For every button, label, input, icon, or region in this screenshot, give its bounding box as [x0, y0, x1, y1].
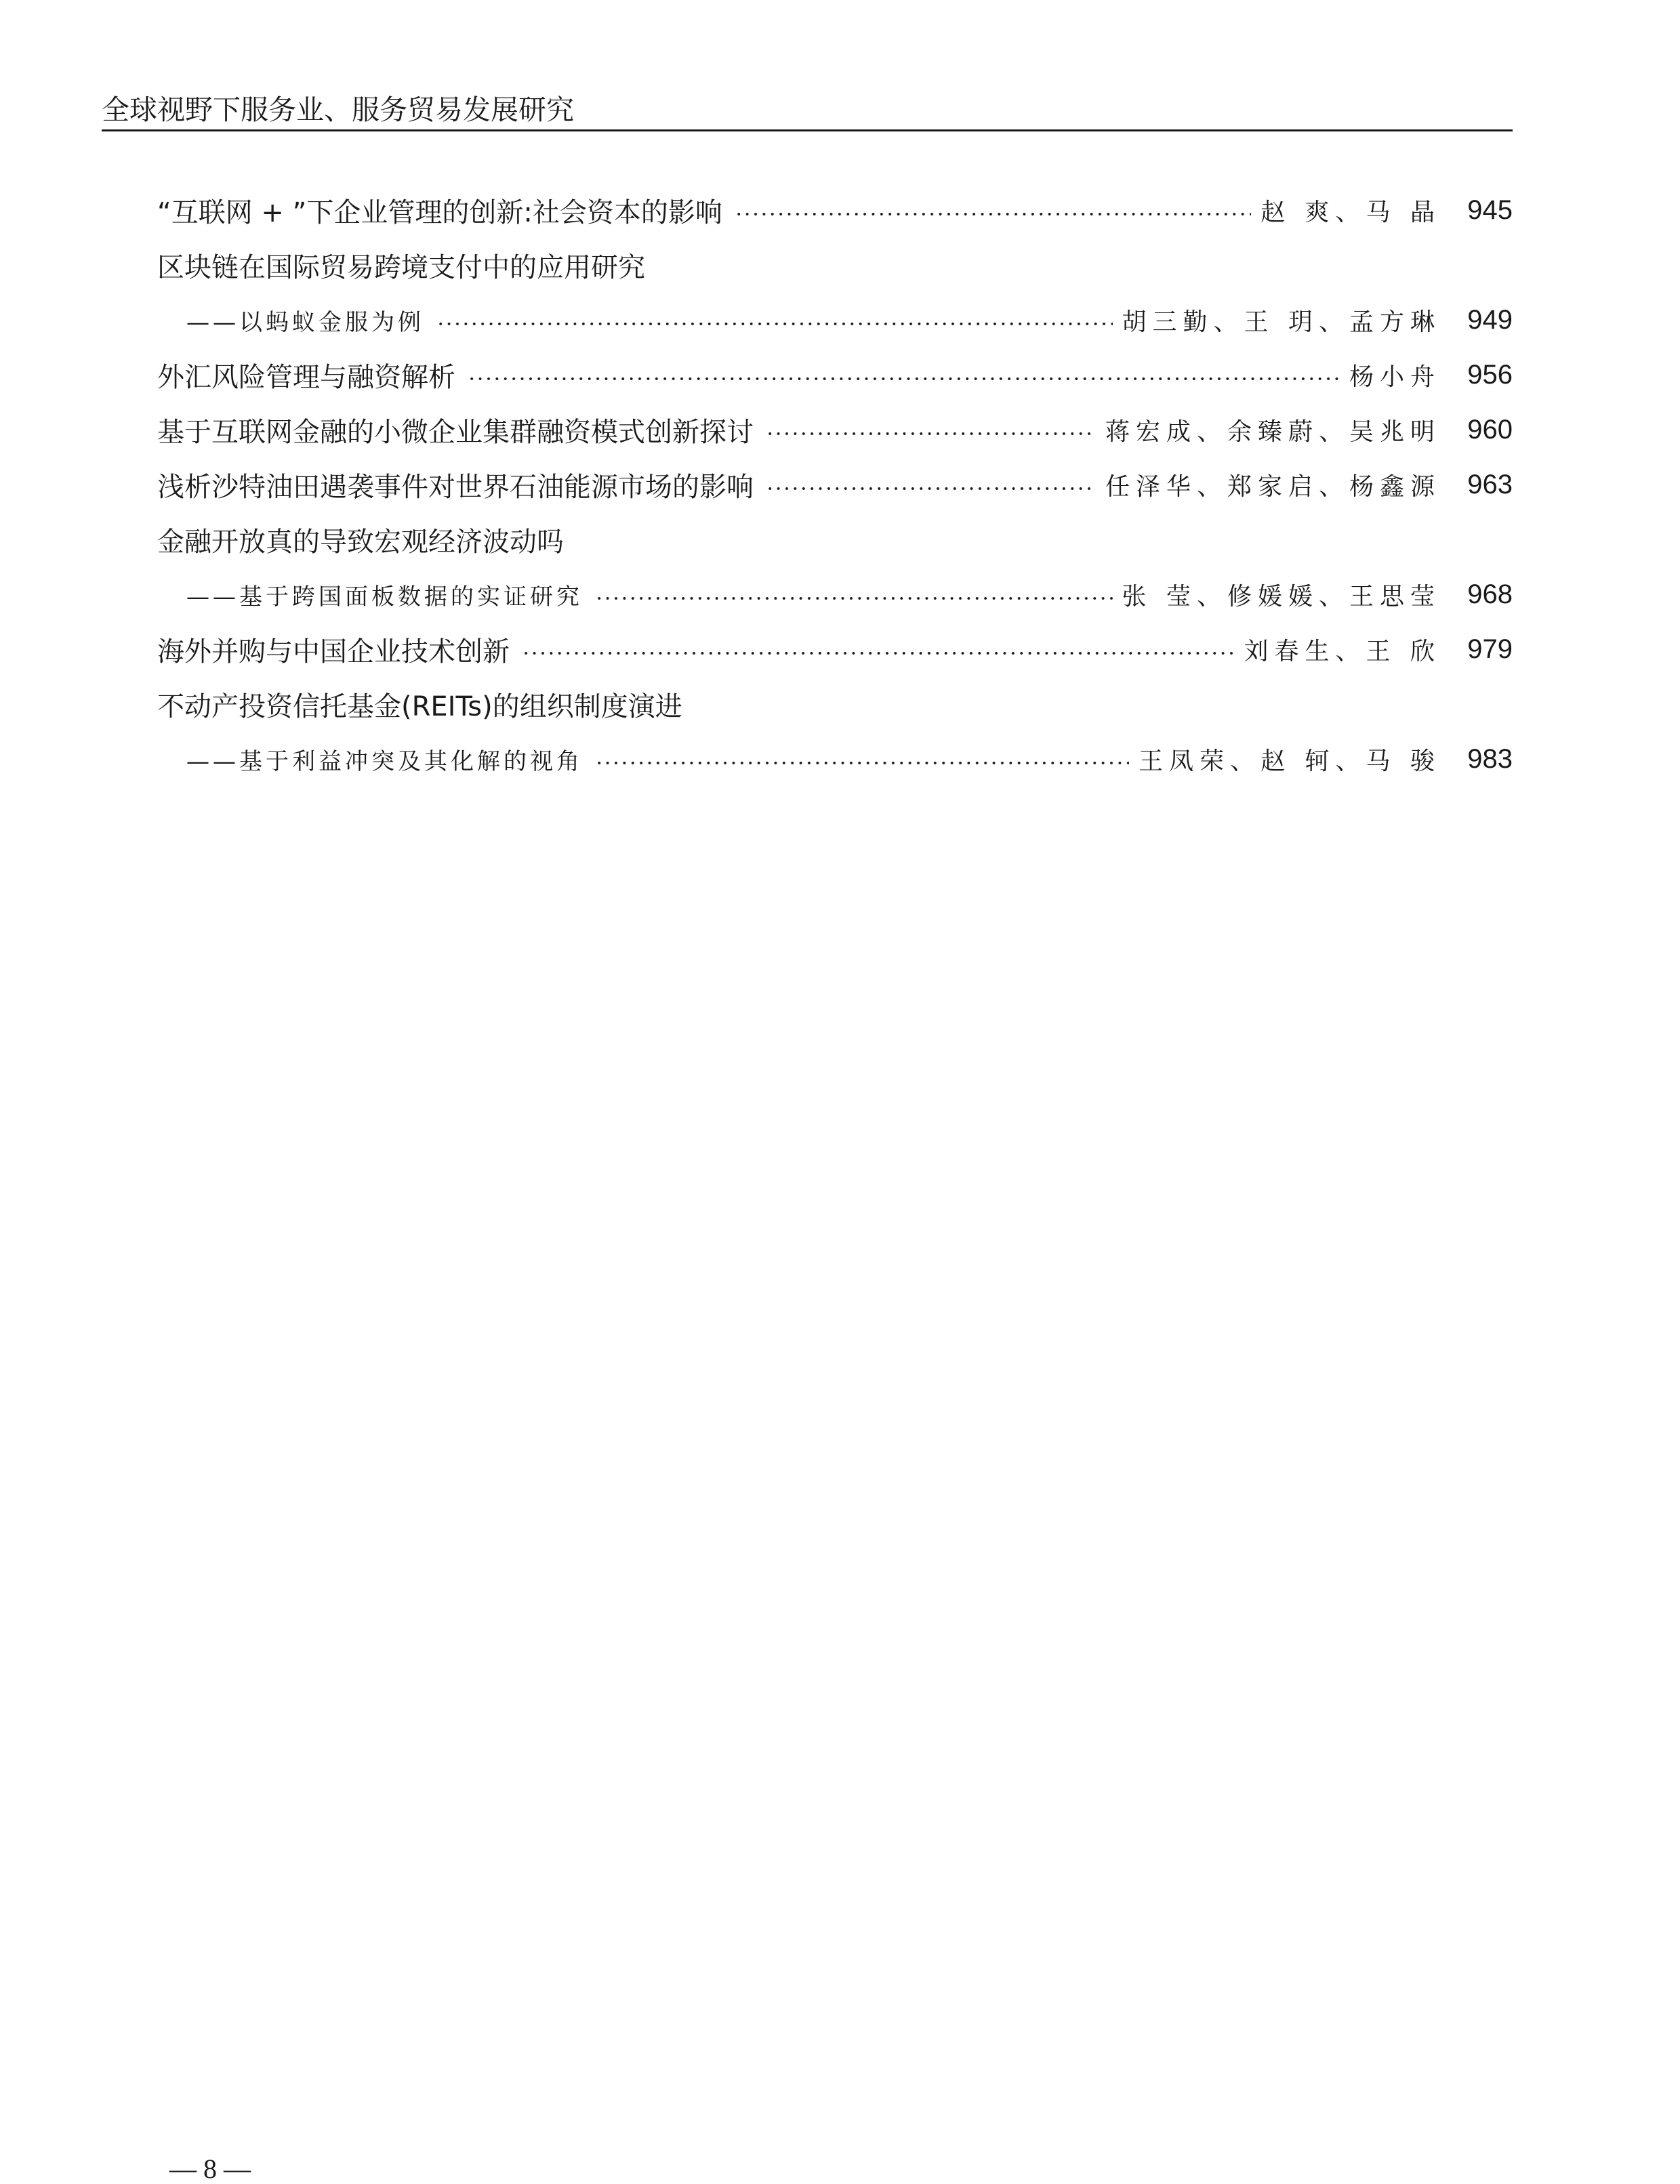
toc-entry[interactable] [157, 403, 1513, 457]
entry-authors: 刘春生、王 欣 [1244, 638, 1441, 665]
toc-entry-title-line[interactable] [157, 677, 1513, 732]
entry-page-number: 945 [1467, 195, 1513, 225]
toc-entry-title-line[interactable] [157, 238, 1513, 293]
entry-authors: 张 莹、修媛媛、王思莹 [1122, 583, 1441, 611]
toc-entry-title-line[interactable] [157, 512, 1513, 567]
entry-title: 不动产投资信托基金(REITs)的组织制度演进 [157, 691, 682, 722]
entry-title: 浅析沙特油田遇袭事件对世界石油能源市场的影响 [157, 472, 754, 503]
entry-page-number: 983 [1467, 744, 1513, 774]
entry-subtitle: ——基于利益冲突及其化解的视角 [186, 748, 583, 775]
running-head: 全球视野下服务业、服务贸易发展研究 [102, 94, 574, 126]
toc-entry[interactable] [157, 567, 1513, 622]
entry-authors: 王凤荣、赵 轲、马 骏 [1139, 747, 1441, 775]
dot-leader [735, 212, 1251, 216]
header-rule [102, 129, 1513, 131]
page-folio: — 8 — [169, 2154, 251, 2184]
entry-title: “互联网 + ”下企业管理的创新:社会资本的影响 [157, 197, 722, 228]
entry-authors: 胡三勤、王 玥、孟方琳 [1122, 308, 1441, 336]
entry-title: 海外并购与中国企业技术创新 [157, 636, 510, 667]
entry-page-number: 949 [1467, 305, 1513, 335]
entry-title: 金融开放真的导致宏观经济波动吗 [157, 527, 564, 558]
entry-page-number: 968 [1467, 579, 1513, 609]
entry-title: 外汇风险管理与融资解析 [157, 362, 455, 393]
entry-title: 基于互联网金融的小微企业集群融资模式创新探讨 [157, 417, 754, 448]
entry-subtitle: ——以蚂蚁金服为例 [186, 309, 424, 336]
entry-authors: 杨小舟 [1349, 363, 1441, 391]
toc-entry[interactable] [157, 348, 1513, 403]
entry-title: 区块链在国际贸易跨境支付中的应用研究 [157, 252, 645, 283]
dot-leader [595, 596, 1113, 600]
toc-entry[interactable] [157, 457, 1513, 512]
dot-leader [522, 651, 1235, 655]
dot-leader [766, 432, 1096, 436]
entry-page-number: 963 [1467, 470, 1513, 499]
dot-leader [595, 761, 1129, 765]
entry-page-number: 979 [1467, 634, 1513, 664]
table-of-contents [157, 183, 1513, 787]
dot-leader [436, 322, 1113, 326]
entry-page-number: 956 [1467, 360, 1513, 390]
entry-page-number: 960 [1467, 415, 1513, 445]
entry-authors: 蒋宏成、余臻蔚、吴兆明 [1105, 418, 1441, 446]
entry-authors: 赵 爽、马 晶 [1261, 199, 1441, 226]
dot-leader [468, 377, 1340, 381]
entry-subtitle: ——基于跨国面板数据的实证研究 [186, 583, 583, 611]
toc-entry[interactable] [157, 622, 1513, 677]
toc-entry[interactable] [157, 293, 1513, 348]
toc-entry[interactable] [157, 183, 1513, 238]
dot-leader [766, 487, 1096, 491]
toc-entry[interactable] [157, 732, 1513, 787]
entry-authors: 任泽华、郑家启、杨鑫源 [1105, 473, 1441, 501]
